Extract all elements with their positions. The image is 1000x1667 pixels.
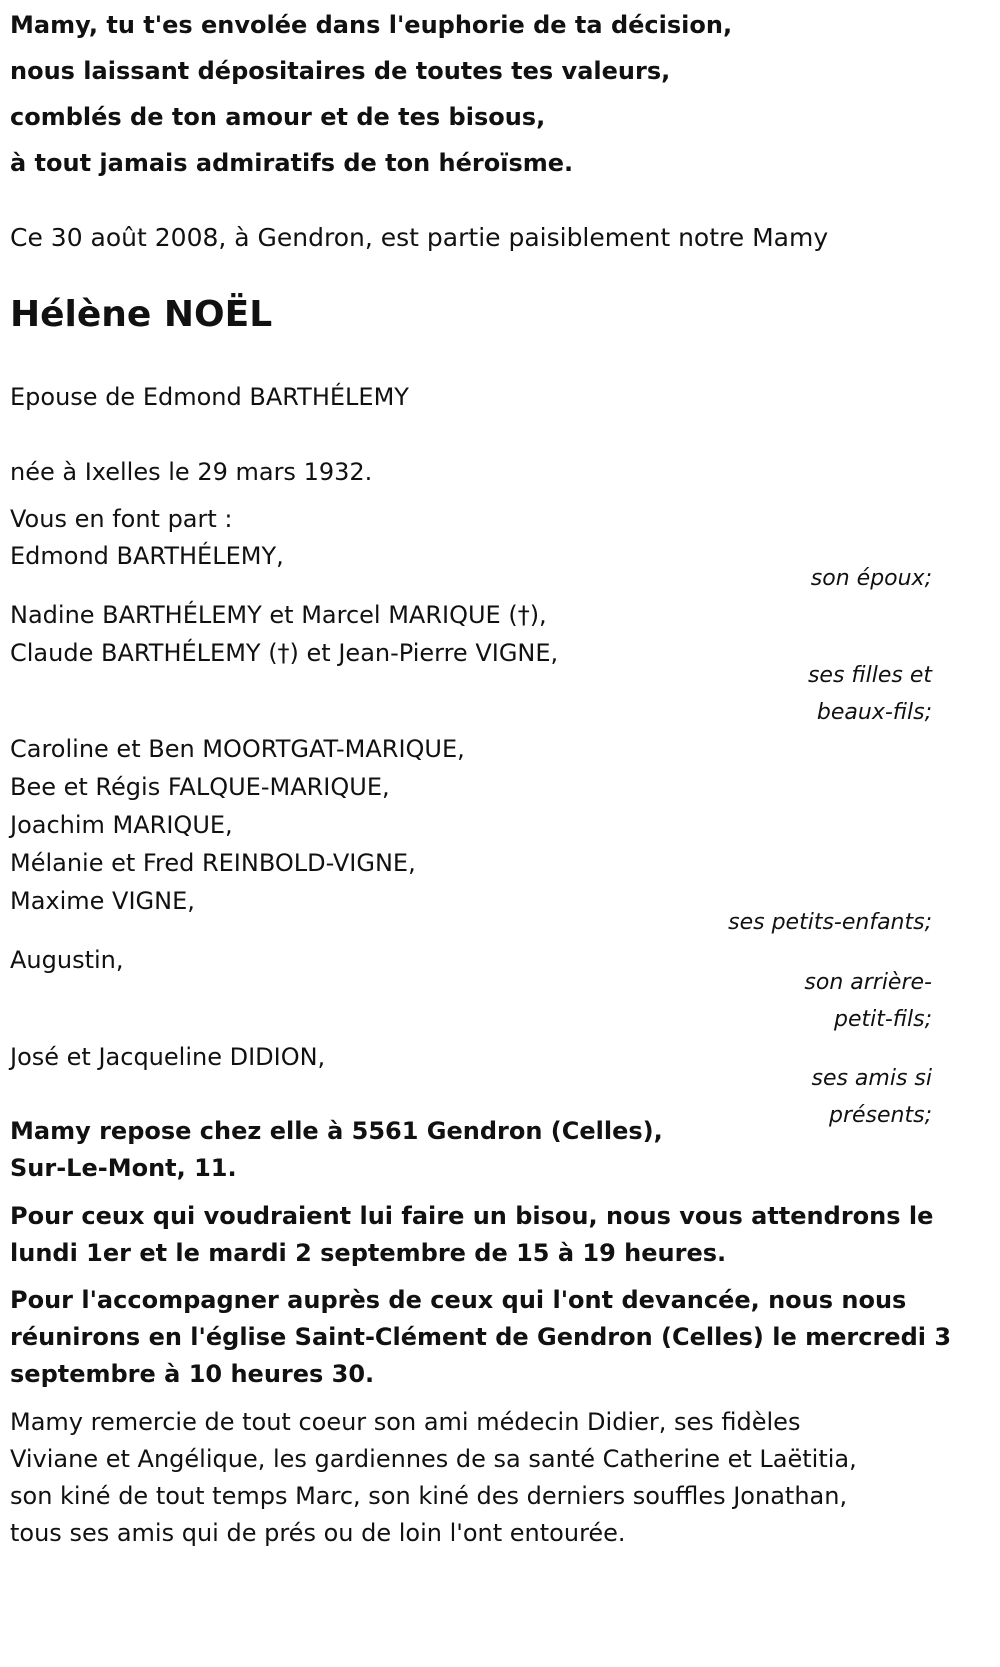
family-children: [10, 596, 558, 672]
relation-spouse: son époux;: [810, 566, 932, 591]
family-member: Joachim MARIQUE,: [10, 811, 233, 839]
poem: [10, 2, 732, 186]
family-member: Mélanie et Fred REINBOLD-VIGNE,: [10, 849, 416, 877]
intro-line: Vous en font part :: [10, 505, 233, 533]
family-member: Maxime VIGNE,: [10, 887, 195, 915]
service-info: Pour l'accompagner auprès de ceux qui l'ont devancée, nous nous réunirons en l'église Saint-Clément de Gendron (Celles) le mercredi 3 septembre à 10 heures 30.: [10, 1286, 952, 1388]
relation-great-grandchild: son arrière- petit-fils;: [804, 970, 932, 1032]
relation-grandchildren: ses petits-enfants;: [728, 910, 932, 935]
family-member: Claude BARTHÉLEMY (†) et Jean-Pierre VIGNE,: [10, 639, 559, 667]
family-member: Caroline et Ben MOORTGAT-MARIQUE,: [10, 735, 465, 763]
thanks-paragraph: Mamy remercie de tout coeur son ami médecin Didier, ses fidèles Viviane et Angélique, les gardiennes de sa santé Catherine et Laëtitia, son kiné de tout temps Marc, son kiné des derniers souffles Jonathan, tous ses amis qui de prés ou de loin l'ont entourée.: [10, 1408, 857, 1547]
family-spouse: Edmond BARTHÉLEMY,: [10, 542, 284, 570]
birth-line: née à Ixelles le 29 mars 1932.: [10, 458, 373, 486]
poem-line: à tout jamais admiratifs de ton héroïsme.: [10, 149, 574, 177]
family-member: Bee et Régis FALQUE-MARIQUE,: [10, 773, 390, 801]
family-great-grandchild: Augustin,: [10, 946, 124, 974]
announcement: Ce 30 août 2008, à Gendron, est partie paisiblement notre Mamy: [10, 223, 829, 252]
deceased-name: Hélène NOËL: [10, 294, 273, 335]
visit-info: Pour ceux qui voudraient lui faire un bisou, nous vous attendrons le lundi 1er et le mardi 2 septembre de 15 à 19 heures.: [10, 1202, 934, 1267]
family-member: Nadine BARTHÉLEMY et Marcel MARIQUE (†),: [10, 601, 547, 629]
poem-line: Mamy, tu t'es envolée dans l'euphorie de ta décision,: [10, 11, 733, 39]
poem-line: comblés de ton amour et de tes bisous,: [10, 103, 546, 131]
rest-info: Mamy repose chez elle à 5561 Gendron (Celles), Sur-Le-Mont, 11.: [10, 1117, 663, 1182]
spouse-line: Epouse de Edmond BARTHÉLEMY: [10, 383, 409, 411]
family-grandchildren: [10, 730, 465, 920]
poem-line: nous laissant dépositaires de toutes tes valeurs,: [10, 57, 671, 85]
relation-friends: ses amis si présents;: [811, 1066, 932, 1128]
relation-children: ses filles et beaux-fils;: [807, 663, 932, 725]
family-friends: José et Jacqueline DIDION,: [10, 1043, 326, 1071]
